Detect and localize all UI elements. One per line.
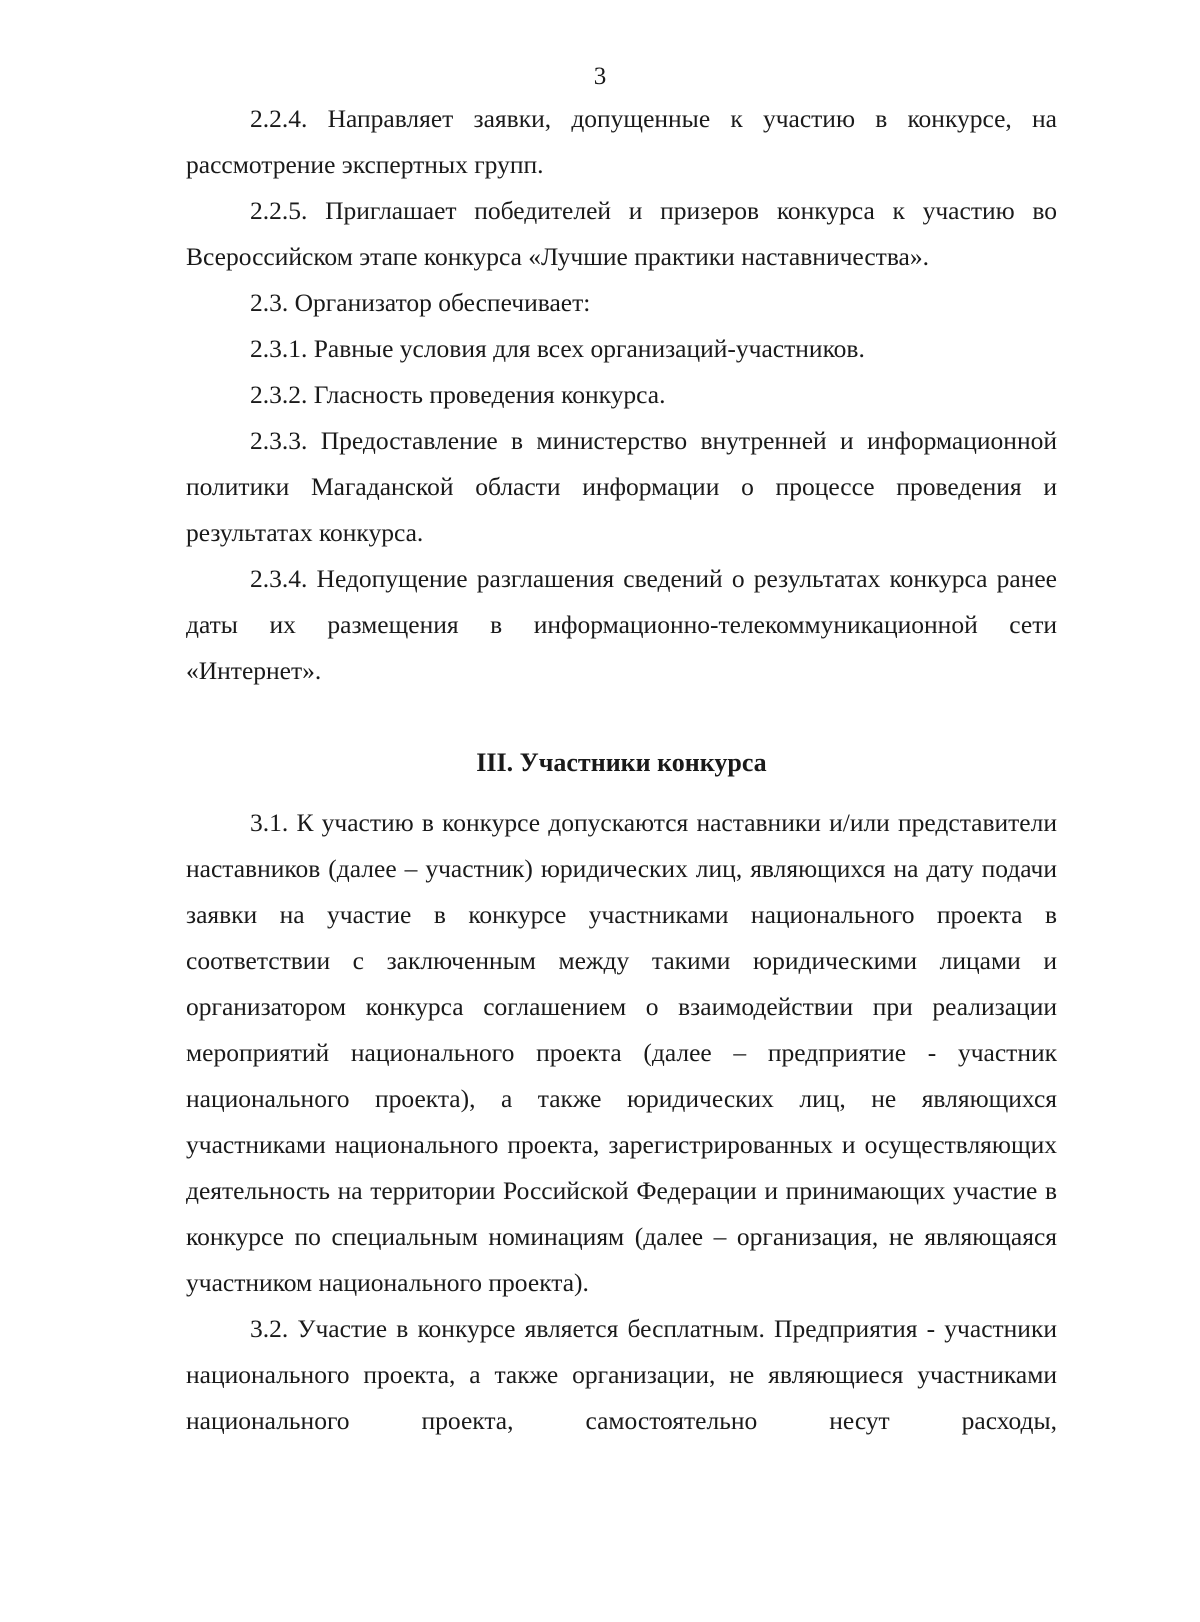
section-3-body — [186, 800, 1057, 1444]
paragraph-2-3: 2.3. Организатор обеспечивает: — [250, 288, 591, 317]
section-title: III. Участники конкурса — [476, 748, 767, 777]
paragraph-2-3-2: 2.3.2. Гласность проведения конкурса. — [250, 380, 666, 409]
paragraph-3-1: 3.1. К участию в конкурсе допускаются наставники и/или представители наставников (далее – участник) юридических лиц, являющихся на дату подачи заявки на участие в конкурсе участниками национального проекта в соответствии с заключенным между такими юридическими лицами и организатором конкурса соглашением о взаимодействии при реализации мероприятий национального проекта (далее – предприятие - участник национального проекта), а также юридических лиц, не являющихся участниками национального проекта, зарегистрированных и осуществляющих деятельность на территории Российской Федерации и принимающих участие в конкурсе по специальным номинациям (далее – организация, не являющаяся участником национального проекта). — [186, 808, 1057, 1297]
page-number: 3 — [593, 63, 607, 90]
paragraph-2-3-1: 2.3.1. Равные условия для всех организаций-участников. — [250, 334, 865, 363]
paragraph-2-3-3: 2.3.3. Предоставление в министерство внутренней и информационной политики Магаданской области информации о процессе проведения и результатах конкурса. — [186, 426, 1057, 547]
document-body — [186, 96, 1057, 1444]
paragraph-3-2: 3.2. Участие в конкурсе является бесплатным. Предприятия - участники национального проекта, а также организации, не являющиеся участниками национального проекта, самостоятельно несут расходы, — [186, 1314, 1057, 1435]
paragraph-2-2-4: 2.2.4. Направляет заявки, допущенные к участию в конкурсе, на рассмотрение экспертных групп. — [186, 104, 1057, 179]
paragraph-2-3-4: 2.3.4. Недопущение разглашения сведений о результатах конкурса ранее даты их размещения в информационно-телекоммуникационной сети «Интернет». — [186, 564, 1057, 685]
paragraph-2-2-5: 2.2.5. Приглашает победителей и призеров конкурса к участию во Всероссийском этапе конкурса «Лучшие практики наставничества». — [186, 196, 1057, 271]
